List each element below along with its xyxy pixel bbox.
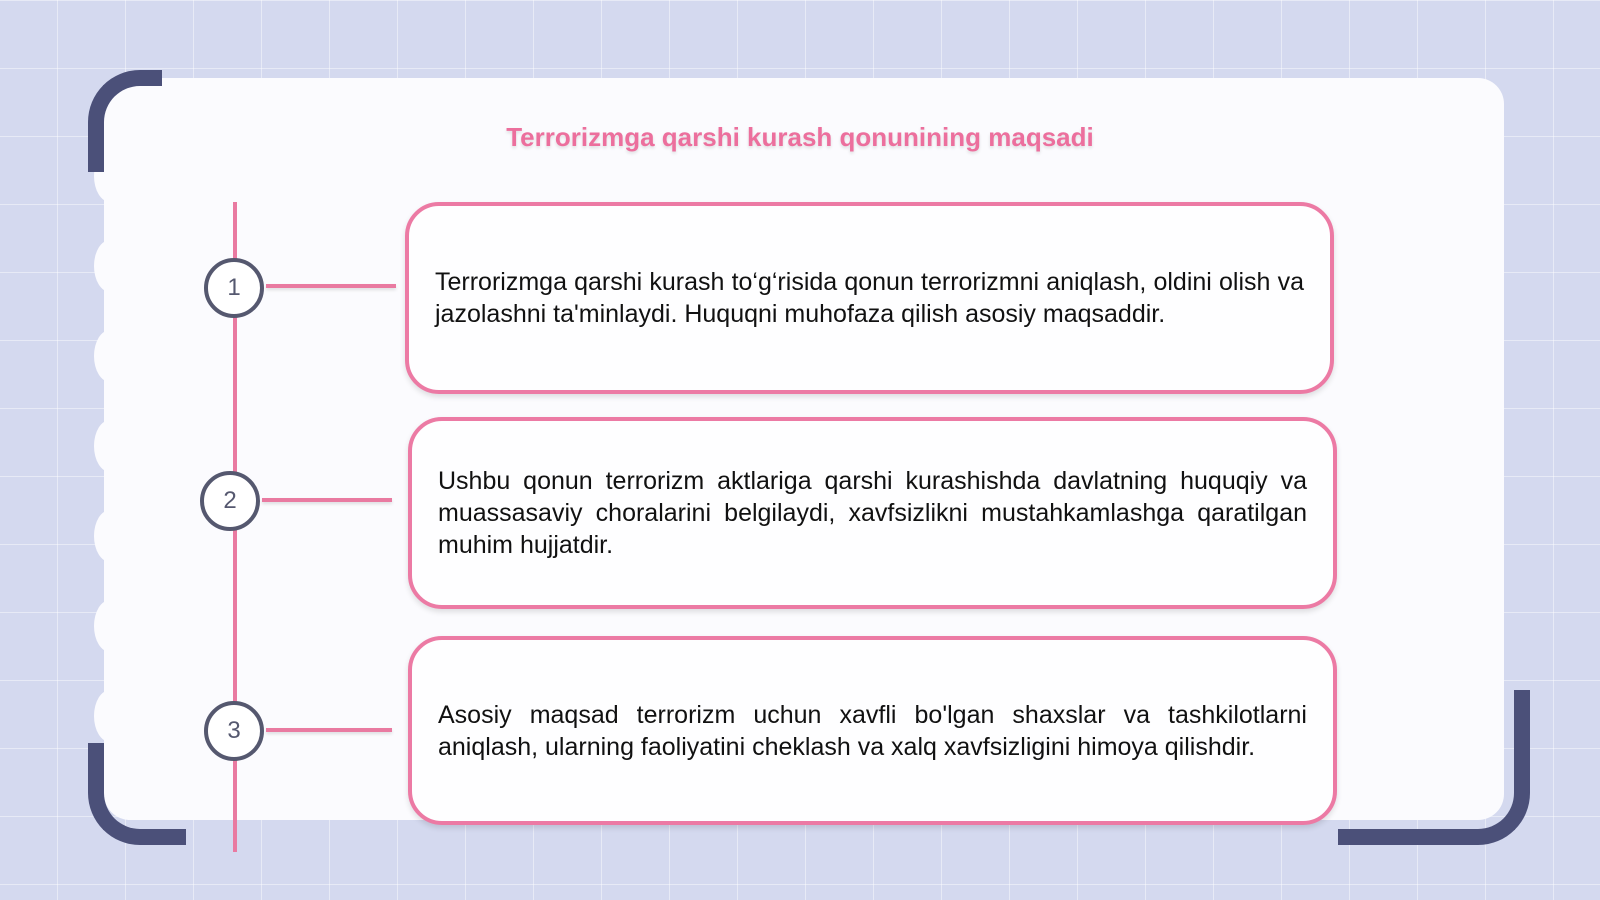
sheet-scallop bbox=[94, 510, 126, 562]
step-marker-1 bbox=[204, 258, 264, 318]
sheet-scallop bbox=[94, 420, 126, 472]
info-card-text: Terrorizmga qarshi kurash to‘g‘risida qonun terrorizmni aniqlash, oldini olish va jazolashni ta'minlaydi. Huquqni muhofaza qilish asosiy maqsaddir. bbox=[435, 268, 1304, 328]
step-number: 2 bbox=[223, 487, 237, 514]
info-card-1 bbox=[405, 202, 1334, 394]
step-number: 1 bbox=[227, 274, 241, 301]
step-marker-2 bbox=[200, 471, 260, 531]
corner-bracket-bottom-left bbox=[88, 743, 186, 845]
sheet-scallop bbox=[94, 600, 126, 652]
step-marker-3 bbox=[204, 701, 264, 761]
sheet-scallop bbox=[94, 690, 126, 742]
step-number: 3 bbox=[227, 717, 241, 744]
corner-bracket-top-left bbox=[88, 70, 162, 172]
timeline-connector-3 bbox=[266, 728, 392, 732]
timeline-connector-1 bbox=[266, 284, 396, 288]
slide-title: Terrorizmga qarshi kurash qonunining maqsadi bbox=[506, 122, 1094, 152]
info-card-text: Asosiy maqsad terrorizm uchun xavfli bo'lgan shaxslar va tashkilotlarni aniqlash, ularning faoliyatini cheklash va xalq xavfsizligini himoya qilishdir. bbox=[438, 700, 1307, 761]
timeline-connector-2 bbox=[262, 498, 392, 502]
sheet-scallop bbox=[94, 240, 126, 292]
info-card-3 bbox=[408, 636, 1337, 825]
info-card-text: Ushbu qonun terrorizm aktlariga qarshi kurashishda davlatning huquqiy va muassasaviy choralarini belgilaydi, xavfsizlikni mustahkamlashga qaratilgan muhim hujjatdir. bbox=[438, 467, 1307, 559]
corner-bracket-bottom-right bbox=[1338, 690, 1530, 845]
info-card-2 bbox=[408, 417, 1337, 609]
sheet-scallop bbox=[94, 330, 126, 382]
